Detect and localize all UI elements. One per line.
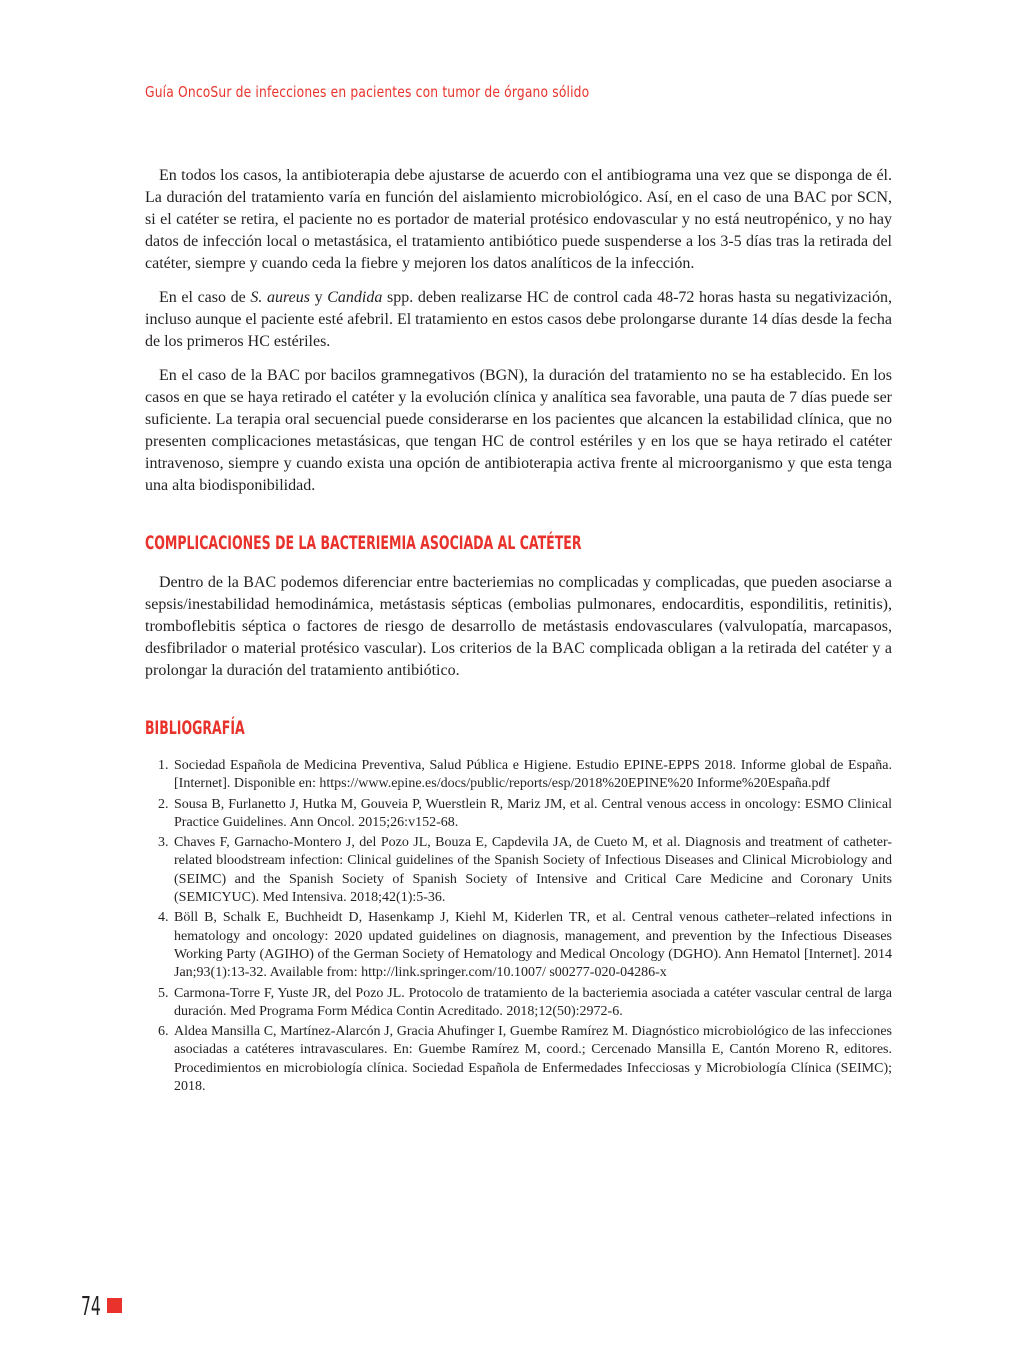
- running-header: Guía OncoSur de infecciones en pacientes con tumor de órgano sólido: [145, 83, 590, 101]
- reference-list: [145, 757, 892, 1096]
- organism-s-aureus: S. aureus: [250, 289, 310, 306]
- reference-item: 1. Sociedad Española de Medicina Preventiva, Salud Pública e Higiene. Estudio EPINE-EPPS 2018. Informe global de España. [Internet]. Disponible en: https://www.epine.es/docs/public/reports/esp/2018%20EPINE%20 Informe%20España.pdf: [172, 757, 892, 794]
- reference-item: 4. Böll B, Schalk E, Buchheidt D, Hasenkamp J, Kiehl M, Kiderlen TR, et al. Central venous catheter–related infections in hematology and oncology: 2020 updated guidelines on diagnosis, management, and prevention by the Infectious Diseases Working Party (AGIHO) of the German Society of Hematology and Medical Oncology (DGHO). Ann Hematol [Internet]. 2014 Jan;93(1):13-32. Available from: http://link.springer.com/10.1007/ s00277-020-04286-x: [172, 909, 892, 982]
- paragraph-2: [145, 287, 892, 353]
- page-marker-square: [107, 1298, 122, 1313]
- page-content: [145, 165, 892, 1098]
- complications-paragraph: Dentro de la BAC podemos diferenciar entre bacteriemias no complicadas y complicadas, que pueden asociarse a sepsis/inestabilidad hemodinámica, metástasis sépticas (embolias pulmonares, endocarditis, espondilitis, retinitis), tromboflebitis séptica o factores de riesgo de desarrollo de metástasis endovasculares (valvulopatía, marcapasos, desfibrilador o material protésico vascular). Los criterios de la BAC complicada obligan a la retirada del catéter y a prolongar la duración del tratamiento antibiótico.: [145, 574, 892, 679]
- reference-item: 3. Chaves F, Garnacho-Montero J, del Pozo JL, Bouza E, Capdevila JA, de Cueto M, et al. Diagnosis and treatment of catheter-related bloodstream infection: Clinical guidelines of the Spanish Society of Infectious Diseases and Clinical Microbiology and (SEIMC) and the Spanish Society of Spanish Society of Intensive and Critical Care Medicine and Coronary Units (SEMICYUC). Med Intensiva. 2018;42(1):5-36.: [172, 834, 892, 907]
- page-number: 74: [81, 1292, 101, 1322]
- paragraph-2-and: y: [309, 289, 328, 306]
- organism-candida: Candida: [327, 289, 383, 306]
- reference-item: 2. Sousa B, Furlanetto J, Hutka M, Gouveia P, Wuerstlein R, Mariz JM, et al. Central venous access in oncology: ESMO Clinical Practice Guidelines. Ann Oncol. 2015;26:v152-68.: [172, 796, 892, 833]
- reference-item: 5. Carmona-Torre F, Yuste JR, del Pozo JL. Protocolo de tratamiento de la bacteriemia asociada a catéter vascular central de larga duración. Med Programa Form Médica Contin Acreditado. 2018;12(50):2972-6.: [172, 985, 892, 1022]
- paragraph-2-rest: spp. deben realizarse HC de control cada 48-72 horas hasta su negativización, incluso aunque el paciente esté afebril. El tratamiento en estos casos debe prolongarse durante 14 días desde la fecha de los primeros HC estériles.: [145, 289, 892, 350]
- bibliography-heading: BIBLIOGRAFÍA: [145, 717, 245, 739]
- paragraph-1: En todos los casos, la antibioterapia debe ajustarse de acuerdo con el antibiograma una vez que se disponga de él. La duración del tratamiento varía en función del aislamiento microbiológico. Así, en el caso de una BAC por SCN, si el catéter se retira, el paciente no es portador de material protésico endovascular y no está neutropénico, y no hay datos de infección local o metastásica, el tratamiento antibiótico puede suspenderse a los 3-5 días tras la retirada del catéter, siempre y cuando ceda la fiebre y mejoren los datos analíticos de la infección.: [145, 167, 892, 272]
- reference-item: 6. Aldea Mansilla C, Martínez-Alarcón J, Gracia Ahufinger I, Guembe Ramírez M. Diagnóstico microbiológico de las infecciones asociadas a catéteres intravasculares. En: Guembe Ramírez M, coord.; Cercenado Mansilla E, Cantón Moreno R, editores. Procedimientos en microbiología clínica. Sociedad Española de Enfermedades Infecciosas y Microbiología Clínica (SEIMC); 2018.: [172, 1023, 892, 1096]
- complications-heading: COMPLICACIONES DE LA BACTERIEMIA ASOCIADA AL CATÉTER: [145, 532, 582, 554]
- paragraph-3: En el caso de la BAC por bacilos gramnegativos (BGN), la duración del tratamiento no se ha establecido. En los casos en que se haya retirado el catéter y la evolución clínica y analítica sea favorable, una pauta de 7 días puede ser suficiente. La terapia oral secuencial puede considerarse en los pacientes que alcancen la estabilidad clínica, que no presenten complicaciones metastásicas, que tengan HC de control estériles y en los que se haya retirado el catéter intravenoso, siempre y cuando exista una opción de antibioterapia activa frente al microorganismo y que esta tenga una alta biodisponibilidad.: [145, 367, 892, 494]
- paragraph-2-intro: En el caso de: [159, 289, 251, 306]
